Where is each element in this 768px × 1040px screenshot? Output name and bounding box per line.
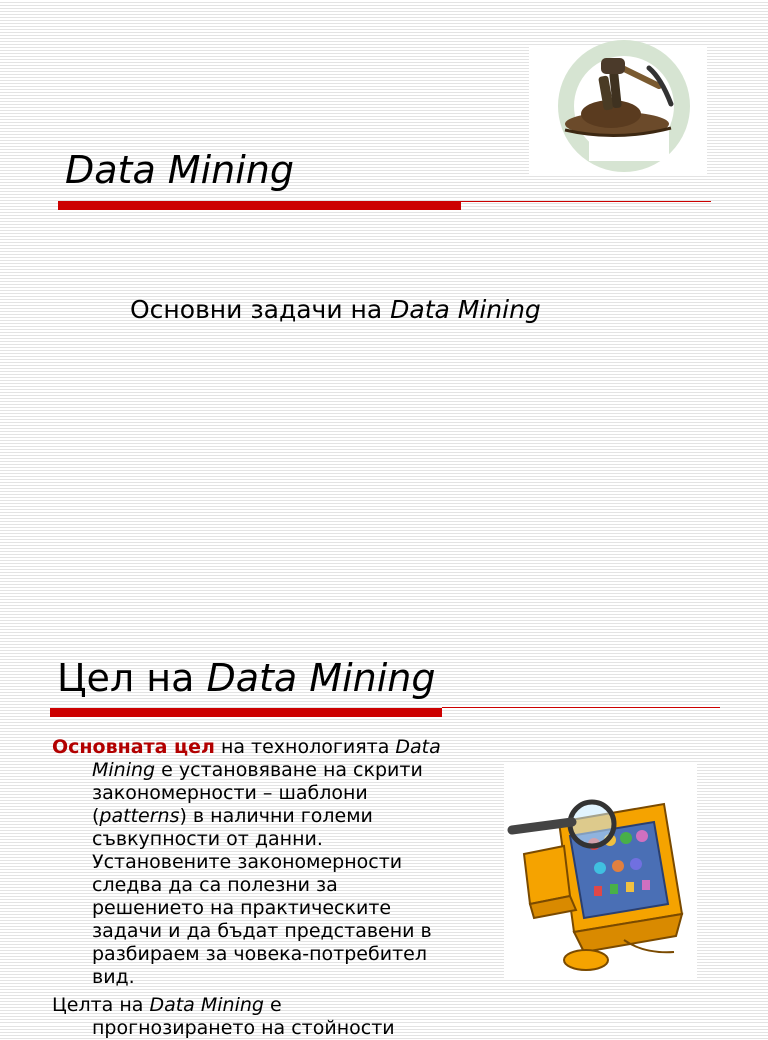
body-text: на технологията — [214, 736, 396, 758]
body-text: прогнозирането на стойности — [92, 1017, 395, 1039]
paragraph-goal — [52, 736, 452, 989]
body-emphasis: patterns — [99, 805, 180, 827]
computer-image — [504, 764, 697, 978]
slide-body — [52, 736, 452, 1040]
title-text: Цел на — [57, 656, 207, 700]
title-underline-thin — [442, 707, 720, 708]
slide-title — [57, 656, 435, 700]
body-text: ) в налични големи съвкупности от данни. Установените закономерности следва да са полезни за решението на практическите задачи и да бъдат представени в разбираем за човека-потребител вид. — [92, 805, 432, 988]
body-text: е установяване на скрити закономерности – шаблони ( — [92, 759, 423, 827]
subtitle-text: Основни задачи на — [130, 295, 391, 324]
subtitle-emphasis: Data Mining — [390, 295, 541, 324]
emphasis-main-goal: Основната цел — [52, 736, 215, 758]
title-underline-thin — [461, 201, 711, 202]
title-emphasis: Data Mining — [206, 656, 436, 700]
mining-image — [529, 46, 707, 176]
slide-title: Data Mining — [65, 148, 295, 192]
title-underline-thick — [50, 708, 442, 717]
title-underline-thick — [58, 201, 461, 210]
body-emphasis: Data Mining — [149, 994, 264, 1016]
body-text: Целта на — [52, 994, 150, 1016]
paragraph-purpose — [52, 994, 452, 1040]
body-emphasis: Data Mining — [92, 736, 441, 781]
mining-pickaxe-icon — [529, 46, 707, 176]
slide-subtitle — [130, 295, 541, 324]
body-text: е — [263, 994, 282, 1016]
computer-magnifier-icon — [504, 764, 697, 978]
goal-slide — [0, 640, 768, 1039]
